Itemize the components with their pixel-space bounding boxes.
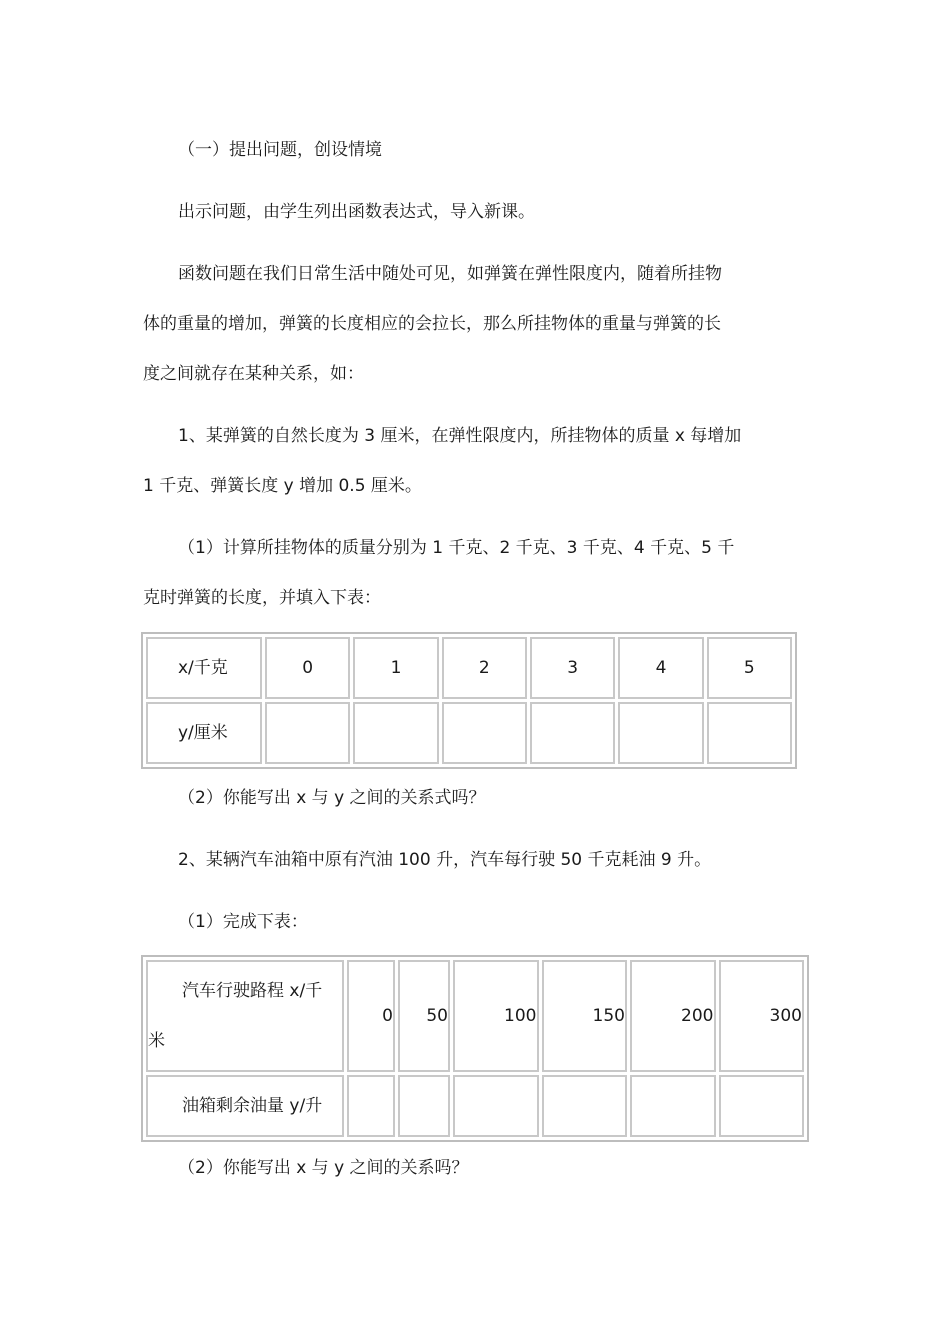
question-1-part-2: （2）你能写出 x 与 y 之间的关系式吗？ xyxy=(178,788,486,808)
label-line: 米 xyxy=(148,1031,165,1051)
question-1-part-1-line: （1）计算所挂物体的质量分别为 1 千克、2 千克、3 千克、4 千克、5 千 xyxy=(178,538,735,558)
section-heading: （一）提出问题，创设情境 xyxy=(178,140,382,160)
table-cell: 0 xyxy=(265,637,350,699)
label-line: 汽车行驶路程 x/千 xyxy=(182,981,323,1001)
question-1-line: 1、某弹簧的自然长度为 3 厘米，在弹性限度内，所挂物体的质量 x 每增加 xyxy=(178,426,742,446)
paragraph-line: 体的重量的增加，弹簧的长度相应的会拉长，那么所挂物体的重量与弹簧的长 xyxy=(143,314,721,334)
empty-answer-cell xyxy=(530,702,615,764)
empty-answer-cell xyxy=(542,1075,628,1137)
fuel-table xyxy=(141,955,809,1142)
empty-answer-cell xyxy=(630,1075,716,1137)
empty-answer-cell xyxy=(347,1075,395,1137)
paragraph-line: 度之间就存在某种关系，如： xyxy=(143,364,364,384)
empty-answer-cell xyxy=(453,1075,539,1137)
table-cell: 1 xyxy=(353,637,438,699)
table-row-label: 油箱剩余油量 y/升 xyxy=(146,1075,344,1137)
empty-answer-cell xyxy=(398,1075,450,1137)
table-row-label xyxy=(146,960,344,1072)
table-cell: 5 xyxy=(707,637,792,699)
question-1-part-1-line: 克时弹簧的长度，并填入下表： xyxy=(143,588,381,608)
table-cell: 3 xyxy=(530,637,615,699)
table-cell: 100 xyxy=(453,960,539,1072)
paragraph-line: 函数问题在我们日常生活中随处可见，如弹簧在弹性限度内，随着所挂物 xyxy=(178,264,722,284)
table-cell: 4 xyxy=(618,637,703,699)
question-2-part-2: （2）你能写出 x 与 y 之间的关系吗？ xyxy=(178,1158,469,1178)
empty-answer-cell xyxy=(442,702,527,764)
empty-answer-cell xyxy=(707,702,792,764)
question-2: 2、某辆汽车油箱中原有汽油 100 升，汽车每行驶 50 千克耗油 9 升。 xyxy=(178,850,712,870)
table-cell: 200 xyxy=(630,960,716,1072)
table-cell: 50 xyxy=(398,960,450,1072)
empty-answer-cell xyxy=(719,1075,805,1137)
table-cell: 2 xyxy=(442,637,527,699)
table-cell: 300 xyxy=(719,960,805,1072)
table-row-label: y/厘米 xyxy=(146,702,262,764)
intro-paragraph: 出示问题，由学生列出函数表达式，导入新课。 xyxy=(178,202,535,222)
empty-answer-cell xyxy=(353,702,438,764)
table-row-label: x/千克 xyxy=(146,637,262,699)
question-2-part-1: （1）完成下表： xyxy=(178,912,308,932)
empty-answer-cell xyxy=(618,702,703,764)
table-cell: 0 xyxy=(347,960,395,1072)
spring-length-table xyxy=(141,632,797,769)
question-1-line: 1 千克、弹簧长度 y 增加 0.5 厘米。 xyxy=(143,476,422,496)
table-cell: 150 xyxy=(542,960,628,1072)
empty-answer-cell xyxy=(265,702,350,764)
